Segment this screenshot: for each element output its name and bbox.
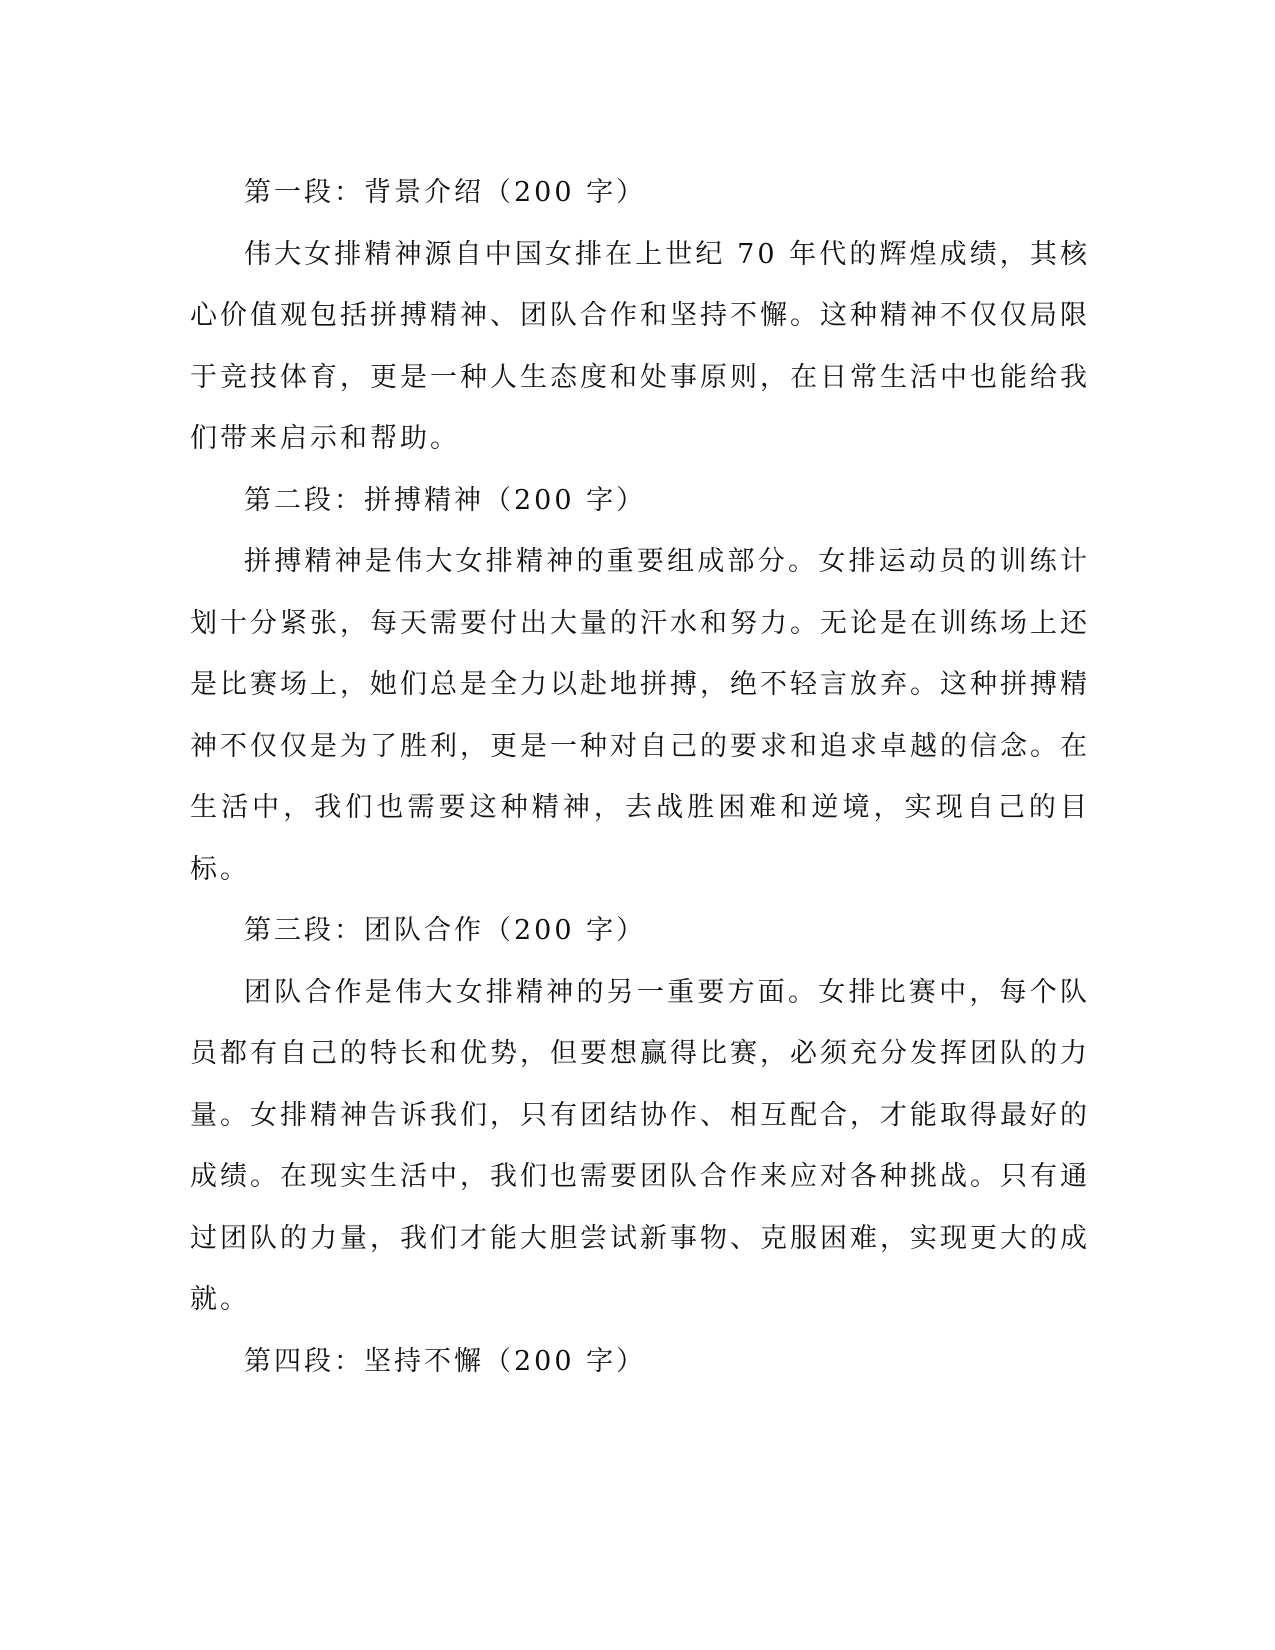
section-1-heading: 第一段：背景介绍（200 字） [244,177,647,208]
section-3-paragraph: 团队合作是伟大女排精神的另一重要方面。女排比赛中，每个队员都有自己的特长和优势，但要想赢得比赛，必须充分发挥团队的力量。女排精神告诉我们，只有团结协作、相互配合，才能取得最好的成绩。在现实生活中，我们也需要团队合作来应对各种挑战。只有通过团队的力量，我们才能大胆尝试新事物、克服困难，实现更大的成就。 [190,976,1090,1315]
section-3-heading: 第三段：团队合作（200 字） [244,915,647,946]
section-4-heading: 第四段：坚持不懈（200 字） [244,1345,647,1377]
document-body [190,162,1090,1392]
section-2-paragraph: 拼搏精神是伟大女排精神的重要组成部分。女排运动员的训练计划十分紧张，每天需要付出大量的汗水和努力。无论是在训练场上还是比赛场上，她们总是全力以赴地拼搏，绝不轻言放弃。这种拼搏精神不仅仅是为了胜利，更是一种对自己的要求和追求卓越的信念。在生活中，我们也需要这种精神，去战胜困难和逆境，实现自己的目标。 [190,546,1090,885]
section-1-paragraph: 伟大女排精神源自中国女排在上世纪 70 年代的辉煌成绩，其核心价值观包括拼搏精神、团队合作和坚持不懈。这种精神不仅仅局限于竞技体育，更是一种人生态度和处事原则，在日常生活中也能给我们带来启示和帮助。 [190,238,1090,454]
section-2-heading: 第二段：拼搏精神（200 字） [244,484,647,516]
